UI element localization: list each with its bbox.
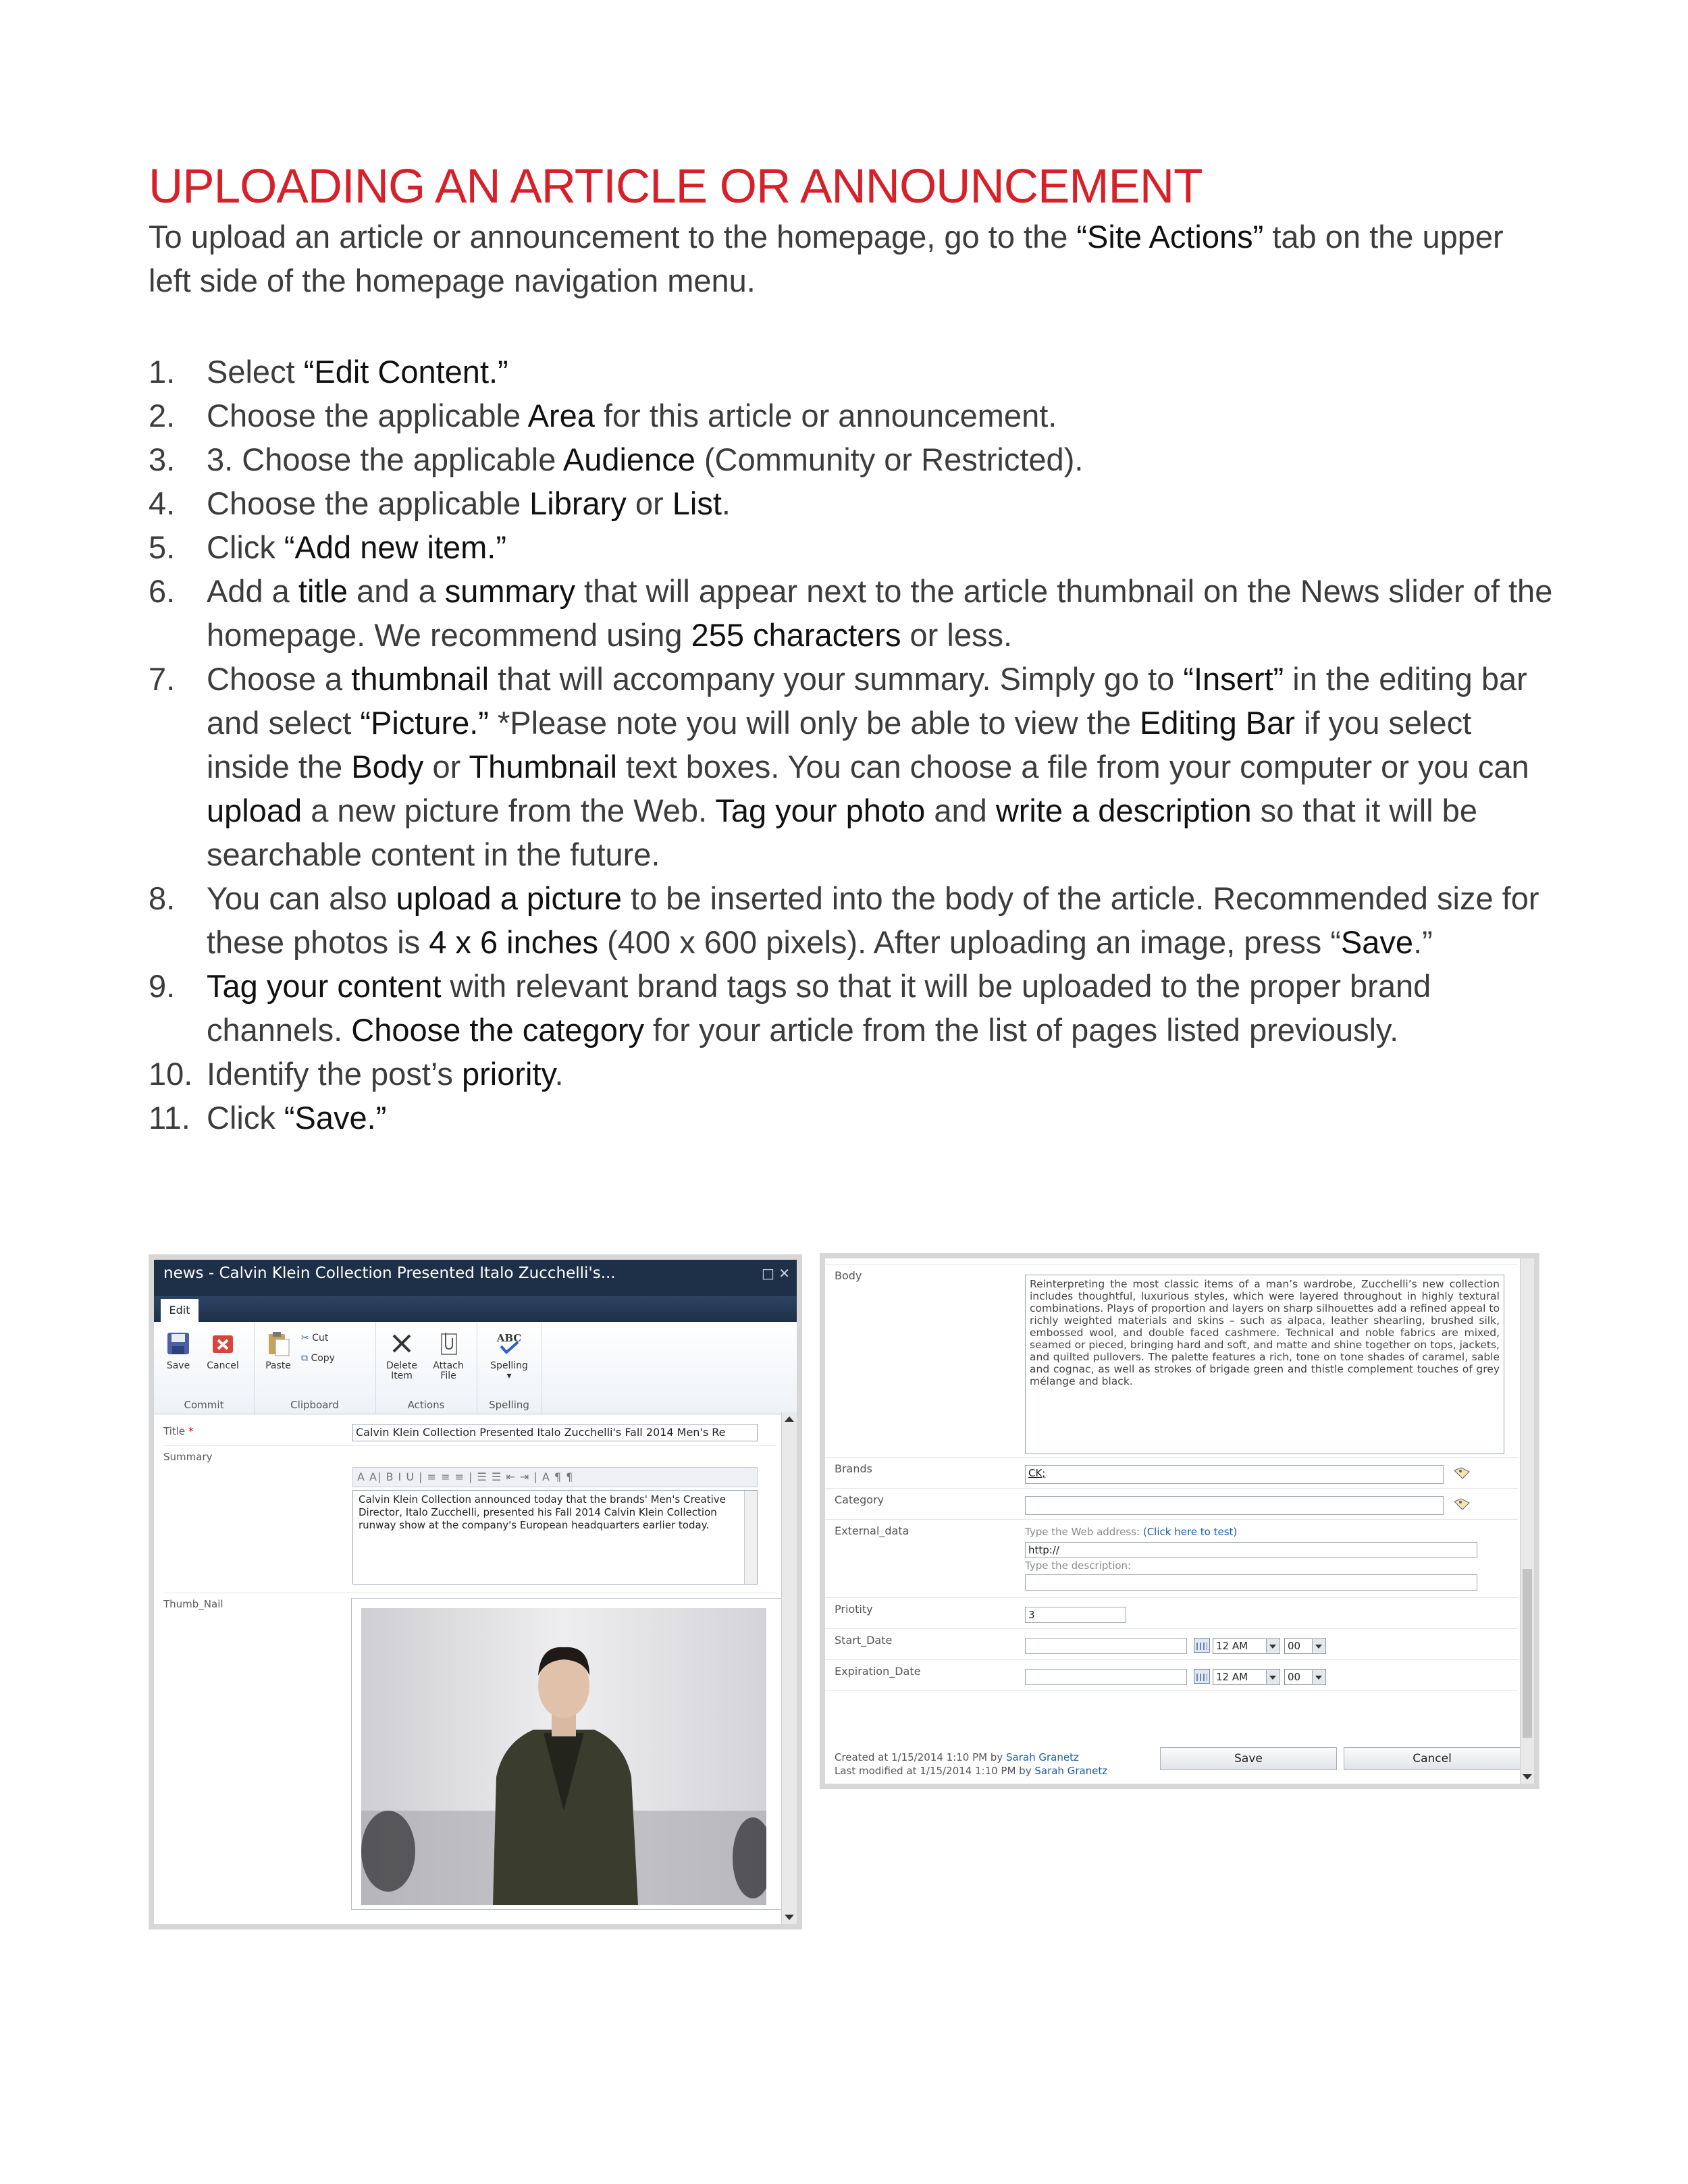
- top-divider: [825, 1258, 1518, 1264]
- step-text: Choose the applicable: [207, 485, 530, 521]
- step-text: Select: [207, 354, 304, 390]
- step-emphasis: priority: [461, 1056, 555, 1092]
- chevron-down-icon: [1266, 1670, 1279, 1684]
- step-text: to be inserted into the body of the article. Recommended size for these photos is: [207, 880, 1539, 960]
- step-number: 8.: [149, 880, 176, 916]
- step-number: 10.: [149, 1056, 193, 1092]
- step-emphasis: Choose the category: [351, 1012, 644, 1048]
- calendar-icon[interactable]: [1194, 1638, 1210, 1653]
- description-hint: Type the description:: [1025, 1560, 1132, 1572]
- step-text: that will accompany your summary. Simply go to: [489, 661, 1184, 697]
- group-label-spelling: Spelling: [489, 1399, 529, 1411]
- step-emphasis: write a description: [995, 793, 1252, 828]
- step-text: and a: [348, 573, 445, 609]
- thumbnail-field[interactable]: [351, 1598, 782, 1910]
- step-text: so that it will be searchable content in the future.: [207, 793, 1477, 872]
- step-emphasis: summary: [444, 573, 575, 609]
- start-date-input[interactable]: [1025, 1638, 1187, 1654]
- chevron-down-icon: [1312, 1670, 1325, 1684]
- group-label-actions: Actions: [407, 1399, 445, 1411]
- step-text: for this article or announcement.: [594, 398, 1057, 433]
- rich-text-toolbar[interactable]: A A| B I U | ≡ ≡ ≡ | ☰ ☰ ⇤ ⇥ | A ¶ ¶: [352, 1467, 758, 1487]
- dialog-title-bar: [154, 1260, 797, 1296]
- step-text: a new picture from the Web.: [302, 793, 716, 828]
- start-hour-select[interactable]: [1213, 1638, 1280, 1654]
- expiration-hour-value: 12 AM: [1216, 1671, 1248, 1683]
- screenshot-edit-form: [149, 1254, 802, 1929]
- title-input[interactable]: Calvin Klein Collection Presented Italo Zucchelli's Fall 2014 Men's Re: [352, 1424, 758, 1441]
- step-emphasis: “Picture.”: [360, 705, 489, 741]
- cut-button[interactable]: [301, 1333, 328, 1343]
- runway-photo: [361, 1608, 766, 1905]
- step-text: .: [554, 1056, 564, 1092]
- step-number: 9.: [149, 968, 176, 1004]
- step-number: 4.: [149, 485, 176, 521]
- step-item: [149, 394, 1553, 437]
- browse-category-icon[interactable]: [1453, 1497, 1471, 1511]
- tab-edit[interactable]: Edit: [161, 1299, 199, 1322]
- start-hour-value: 12 AM: [1216, 1640, 1248, 1652]
- start-date-label: Start_Date: [835, 1634, 893, 1647]
- intro-paragraph: [149, 215, 1539, 302]
- step-emphasis: Save: [1340, 924, 1414, 960]
- ribbon-group-commit: [154, 1322, 255, 1414]
- step-text: and: [925, 793, 996, 828]
- step-text: Click: [207, 529, 284, 565]
- created-by-link[interactable]: Sarah Granetz: [1006, 1751, 1079, 1763]
- spelling-icon-text: ABC: [496, 1332, 522, 1344]
- step-item: [149, 350, 1553, 394]
- step-emphasis: Tag your content: [207, 968, 442, 1004]
- body-input[interactable]: Reinterpreting the most classic items of a man’s wardrobe, Zucchelli’s new collection includes thoughtful, luxurious styles, which were layered throughout in highly textural combinations. Plays of proportion and layers on sharp silhouettes add a refined appeal to richly weighted materials and skins – such as alpaca, leather shearling, brushed silk, embossed wool, and double faced cashmere. Technical and noble fabrics are mixed, seamed or pieced, bringing hard and soft, and matte and shine together on tops, jackets, and quilted pullovers. The palette features a rich, tone on tone shades of caramel, sable and cognac, as well as strokes of brigade green and thistle complement touches of grey mélange and black.: [1025, 1275, 1504, 1454]
- step-text: for your article from the list of pages listed previously.: [643, 1012, 1399, 1048]
- step-text: or: [626, 485, 672, 521]
- save-icon: [165, 1330, 192, 1357]
- step-emphasis: Editing Bar: [1140, 705, 1295, 741]
- attach-label: Attach: [433, 1360, 464, 1371]
- step-emphasis: Library: [529, 485, 627, 521]
- dialog-title: news - Calvin Klein Collection Presented Italo Zucchelli's...: [163, 1264, 616, 1282]
- copy-button[interactable]: [301, 1353, 335, 1364]
- spelling-label: Spelling: [490, 1360, 528, 1371]
- cut-icon: ✂: [301, 1333, 309, 1343]
- step-number: 11.: [149, 1100, 190, 1136]
- url-input[interactable]: http://: [1025, 1542, 1477, 1558]
- expiration-hour-select[interactable]: [1213, 1669, 1280, 1685]
- cancel-icon: [209, 1330, 236, 1357]
- field-row-start-date: [825, 1630, 1518, 1660]
- expiration-date-label: Expiration_Date: [835, 1665, 921, 1678]
- step-text: Click: [207, 1100, 284, 1136]
- step-text: (400 x 600 pixels). After uploading an image, press “: [598, 924, 1341, 960]
- web-address-hint: Type the Web address: (Click here to test): [1025, 1526, 1238, 1538]
- start-minute-value: 00: [1288, 1640, 1301, 1652]
- step-item: [149, 876, 1553, 964]
- form-scrollbar[interactable]: [781, 1412, 797, 1924]
- ribbon: [154, 1322, 797, 1414]
- step-item: [149, 525, 1553, 569]
- chevron-down-icon: [1266, 1639, 1279, 1653]
- step-emphasis: 255 characters: [691, 617, 901, 653]
- step-item: [149, 437, 1553, 481]
- scrollbar-thumb[interactable]: [1523, 1569, 1532, 1738]
- step-text: or: [423, 749, 469, 784]
- step-text: Identify the post’s: [207, 1056, 462, 1092]
- body-label: Body: [835, 1269, 862, 1282]
- intro-text-end: tab on the upper left side of the homepage navigation menu.: [149, 219, 1504, 298]
- ribbon-group-clipboard: [254, 1322, 376, 1414]
- save-label: Save: [166, 1360, 190, 1371]
- step-text: in the editing bar and select: [207, 661, 1527, 741]
- copy-label: Copy: [311, 1353, 335, 1364]
- paste-label: Paste: [265, 1360, 291, 1371]
- step-item: [149, 569, 1553, 657]
- save-button[interactable]: [159, 1330, 197, 1371]
- scroll-down-icon: [785, 1915, 794, 1920]
- attach-icon: [435, 1330, 462, 1357]
- start-minute-select[interactable]: [1284, 1638, 1326, 1654]
- expiration-date-input[interactable]: [1025, 1669, 1187, 1685]
- step-text: or less.: [901, 617, 1013, 653]
- external-data-label: External_data: [835, 1524, 909, 1537]
- summary-input[interactable]: [352, 1490, 758, 1584]
- step-number: 7.: [149, 661, 176, 697]
- step-emphasis: “Insert”: [1183, 661, 1284, 697]
- copy-icon: ⧉: [301, 1353, 308, 1364]
- step-emphasis: 4 x 6 inches: [429, 924, 599, 960]
- step-item: [149, 1052, 1553, 1096]
- intro-site-actions: “Site Actions”: [1076, 219, 1264, 255]
- expiration-minute-value: 00: [1288, 1671, 1301, 1683]
- delete-icon: [388, 1330, 415, 1357]
- priority-input[interactable]: 3: [1025, 1607, 1126, 1623]
- step-text: Choose a: [207, 661, 352, 697]
- step-emphasis: List: [672, 485, 722, 521]
- attach-file-button[interactable]: [427, 1330, 470, 1381]
- field-row-external-data: [825, 1520, 1518, 1598]
- spelling-icon: [496, 1330, 523, 1357]
- chevron-down-icon: ▾: [506, 1370, 512, 1381]
- step-emphasis: Body: [351, 749, 424, 784]
- ribbon-group-actions: [375, 1322, 477, 1414]
- step-text: You can also: [207, 880, 396, 916]
- step-emphasis: thumbnail: [351, 661, 490, 697]
- step-text: .: [721, 485, 731, 521]
- step-emphasis: Area: [527, 398, 595, 433]
- field-row-thumbnail: [163, 1594, 776, 1918]
- modified-by-link[interactable]: Sarah Granetz: [1034, 1765, 1108, 1777]
- step-text: that will appear next to the article thumbnail on the News slider of the homepage. We recommend using: [207, 573, 1553, 653]
- cancel-button[interactable]: Cancel: [1344, 1747, 1521, 1770]
- thumbnail-label: Thumb_Nail: [163, 1598, 223, 1610]
- created-info: Created at 1/15/2014 1:10 PM by Sarah Granetz: [835, 1751, 1079, 1763]
- steps-list: [149, 350, 1553, 1140]
- step-number: 1.: [149, 354, 176, 390]
- field-row-priority: [825, 1599, 1518, 1629]
- screenshot-edit-form-bottom: [820, 1253, 1539, 1789]
- field-row-body: [825, 1265, 1518, 1458]
- field-row-category: [825, 1489, 1518, 1520]
- ribbon-tab-row: [154, 1296, 797, 1322]
- chevron-down-icon: [1312, 1639, 1325, 1653]
- step-number: 6.: [149, 573, 176, 609]
- url-description-input[interactable]: [1025, 1574, 1477, 1591]
- summary-label: Summary: [163, 1451, 213, 1463]
- brands-label: Brands: [835, 1462, 872, 1475]
- step-item: [149, 1096, 1553, 1140]
- ribbon-group-spelling: [477, 1322, 542, 1414]
- step-item: [149, 481, 1553, 525]
- step-emphasis: “Add new item.”: [284, 529, 507, 565]
- expiration-minute-select[interactable]: [1284, 1669, 1326, 1685]
- scroll-up-icon: [785, 1416, 794, 1422]
- intro-text: To upload an article or announcement to the homepage, go to the: [149, 219, 1077, 255]
- cancel-button[interactable]: [201, 1330, 244, 1371]
- delete-label-2: Item: [391, 1370, 413, 1381]
- step-text: text boxes. You can choose a file from your computer or you can: [616, 749, 1529, 784]
- step-text: 3. Choose the applicable: [207, 442, 563, 477]
- field-row-brands: [825, 1458, 1518, 1489]
- step-text: Choose the applicable: [207, 398, 528, 433]
- item-edit-form: [154, 1414, 797, 1914]
- field-row-expiration-date: [825, 1661, 1518, 1691]
- summary-scrollbar[interactable]: [744, 1491, 757, 1584]
- title-label: Title *: [163, 1425, 194, 1437]
- step-emphasis: upload a picture: [396, 880, 622, 916]
- priority-label: Priotity: [835, 1603, 873, 1616]
- modified-info: Last modified at 1/15/2014 1:10 PM by Sarah Granetz: [835, 1765, 1108, 1777]
- step-text: (Community or Restricted).: [695, 442, 1084, 477]
- delete-item-button[interactable]: [379, 1330, 424, 1381]
- summary-text: Calvin Klein Collection announced today that the brands' Men's Creative Director, Italo Zucchelli, presented his Fall 2014 Calvin Klein Collection runway show at the company's European headquarters earlier today.: [359, 1493, 726, 1531]
- field-row-title: [163, 1421, 776, 1446]
- step-text: Add a: [207, 573, 298, 609]
- step-text: with relevant brand tags so that it will be uploaded to the proper brand channels.: [207, 968, 1431, 1048]
- category-label: Category: [835, 1493, 885, 1506]
- group-label-commit: Commit: [184, 1399, 224, 1411]
- step-item: [149, 964, 1553, 1052]
- step-emphasis: Thumbnail: [469, 749, 617, 784]
- brands-input[interactable]: [1025, 1465, 1444, 1484]
- step-number: 5.: [149, 529, 176, 565]
- step-emphasis: title: [298, 573, 348, 609]
- cut-label: Cut: [312, 1333, 329, 1343]
- paste-icon: [265, 1330, 292, 1357]
- step-item: [149, 657, 1553, 876]
- group-label-clipboard: Clipboard: [290, 1399, 339, 1411]
- calendar-icon[interactable]: [1194, 1669, 1210, 1684]
- step-emphasis: Audience: [562, 442, 695, 477]
- step-emphasis: “Edit Content.”: [303, 354, 508, 390]
- page-title: UPLOADING AN ARTICLE OR ANNOUNCEMENT: [149, 160, 1203, 213]
- step-text: .”: [1413, 924, 1433, 960]
- spelling-button[interactable]: [482, 1330, 536, 1381]
- step-emphasis: Tag your photo: [715, 793, 926, 828]
- attach-label-2: File: [440, 1370, 456, 1381]
- browse-tags-icon[interactable]: [1453, 1466, 1471, 1480]
- cancel-label: Cancel: [207, 1360, 239, 1371]
- step-emphasis: “Save.”: [284, 1100, 387, 1136]
- required-mark: *: [188, 1425, 194, 1437]
- step-number: 2.: [149, 398, 176, 433]
- field-row-summary: [163, 1447, 776, 1593]
- paste-button[interactable]: [259, 1330, 297, 1371]
- step-number: 3.: [149, 442, 176, 477]
- form-scrollbar[interactable]: [1520, 1258, 1534, 1784]
- step-text: if you select inside the: [207, 705, 1472, 784]
- brands-value: CK;: [1028, 1467, 1046, 1479]
- delete-label: Delete: [386, 1360, 417, 1371]
- category-input[interactable]: [1025, 1496, 1444, 1515]
- step-text: *Please note you will only be able to view the: [488, 705, 1140, 741]
- window-controls[interactable]: □ ✕: [761, 1265, 790, 1281]
- step-emphasis: upload: [207, 793, 302, 828]
- test-link[interactable]: (Click here to test): [1142, 1526, 1238, 1538]
- scroll-down-icon: [1523, 1774, 1532, 1780]
- save-button[interactable]: Save: [1160, 1747, 1337, 1770]
